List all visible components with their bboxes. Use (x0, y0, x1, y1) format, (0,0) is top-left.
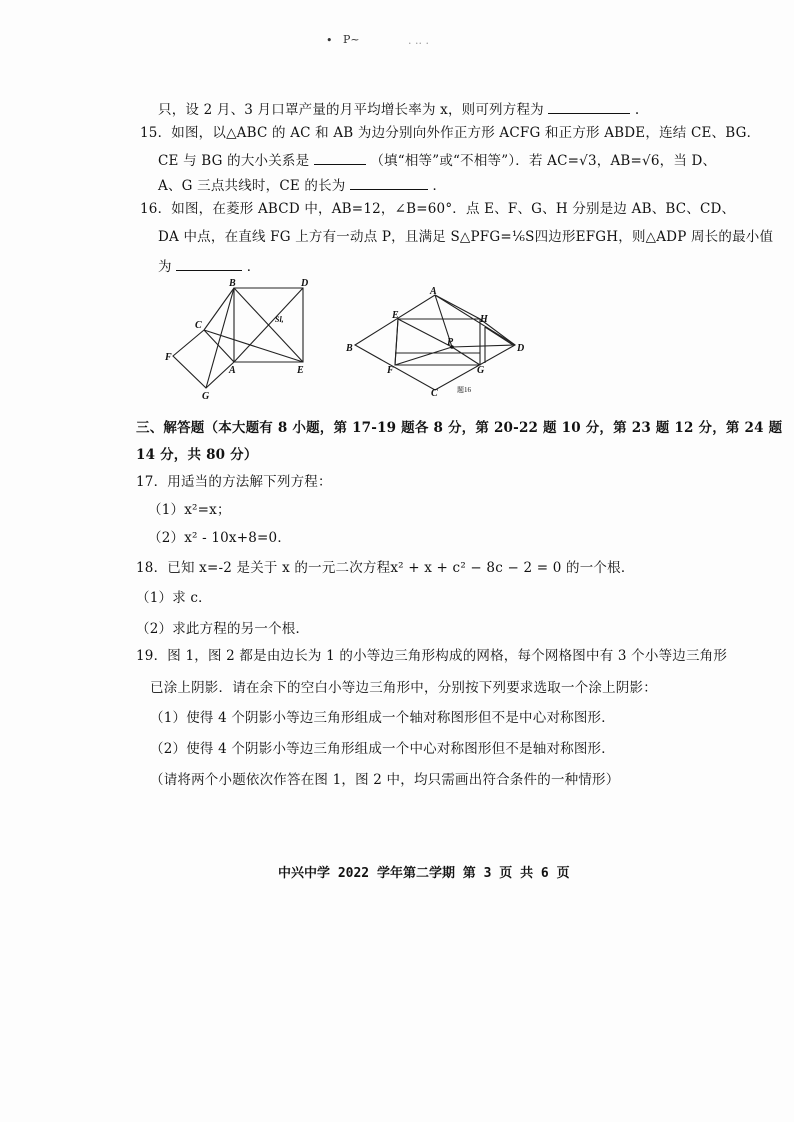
answer-blank (350, 175, 428, 190)
section-3-header: 三、解答题（本大题有 8 小题，第 17-19 题各 8 分，第 20-22 题 10 分，第 23 题 12 分，第 24 题 (136, 420, 783, 436)
label-F: F (165, 352, 172, 363)
figure-caption: 题16 (457, 386, 471, 394)
label-D: D (517, 343, 525, 354)
scan-mark: · ·· · (408, 37, 429, 50)
figure-q15 (155, 278, 325, 403)
answer-blank (176, 256, 242, 271)
label-C: C (431, 388, 438, 399)
label-B: B (346, 343, 353, 354)
page-footer: 中兴中学 2022 学年第二学期 第 3 页 共 6 页 (278, 866, 570, 881)
label-D: D (301, 278, 309, 289)
answer-blank (314, 150, 366, 165)
label-A: A (430, 286, 437, 297)
label-B: B (229, 278, 236, 289)
q14-text: 只，设 2 月、3 月口罩产量的月平均增长率为 x，则可列方程为 (158, 102, 544, 118)
label-C: C (195, 320, 202, 331)
question-15-line-1: 15．如图，以△ABC 的 AC 和 AB 为边分别向外作正方形 ACFG 和正方形 ABDE，连结 CE、BG． (140, 125, 761, 141)
question-19-part-2: （2）使得 4 个阴影小等边三角形组成一个中心对称图形但不是轴对称图形． (150, 741, 615, 757)
label-A: A (229, 365, 236, 376)
label-E: E (392, 310, 399, 321)
question-19-line-2: 已涂上阴影．请在余下的空白小等边三角形中，分别按下列要求选取一个涂上阴影： (150, 680, 657, 696)
answer-blank (548, 99, 630, 114)
question-15-line-2: CE 与 BG 的大小关系是 （填“相等”或“不相等”）．若 AC=√3，AB=√6，当 D、 (158, 150, 716, 170)
question-17-part-2: （2）x² - 10x+8=0． (148, 530, 292, 546)
label-P: P (447, 337, 454, 348)
section-3-header-cont: 14 分，共 80 分） (136, 447, 258, 463)
question-18-part-1: （1）求 c． (136, 590, 212, 606)
label-G: G (202, 391, 210, 402)
label-E: E (297, 365, 304, 376)
question-19-line-1: 19．图 1，图 2 都是由边长为 1 的小等边三角形构成的网格，每个网格图中有 3 个小等边三角形 (136, 648, 728, 664)
question-19-part-1: （1）使得 4 个阴影小等边三角形组成一个轴对称图形但不是中心对称图形． (150, 710, 615, 726)
q14-end: . (634, 102, 640, 118)
question-18-part-2: （2）求此方程的另一个根． (136, 621, 310, 637)
question-17-title: 17．用适当的方法解下列方程： (136, 474, 332, 490)
question-16-line-1: 16．如图，在菱形 ABCD 中，AB=12，∠B=60°．点 E、F、G、H 分别是边 AB、BC、CD、 (140, 201, 736, 217)
question-16-line-3: 为 ． (158, 256, 260, 276)
stray-mark: Sl, (275, 315, 284, 324)
question-17-part-1: （1）x²=x； (148, 502, 231, 518)
figure-q16 (345, 285, 535, 400)
question-14-tail (158, 99, 639, 119)
scan-mark: P~ (343, 33, 360, 46)
question-16-line-2: DA 中点，在直线 FG 上方有一动点 P，且满足 S△PFG=⅙S四边形EFGH，则△ADP 周长的最小值 (158, 229, 774, 245)
question-19-note: （请将两个小题依次作答在图 1，图 2 中，均只需画出符合条件的一种情形） (150, 772, 620, 788)
question-15-line-3: A、G 三点共线时，CE 的长为 ． (158, 175, 446, 195)
label-H: H (480, 314, 488, 325)
question-18-title: 18．已知 x=-2 是关于 x 的一元二次方程x² + x + c² − 8c − 2 = 0 的一个根． (136, 560, 635, 576)
label-F: F (387, 365, 394, 376)
label-G: G (477, 365, 485, 376)
scan-mark: • (326, 34, 333, 47)
